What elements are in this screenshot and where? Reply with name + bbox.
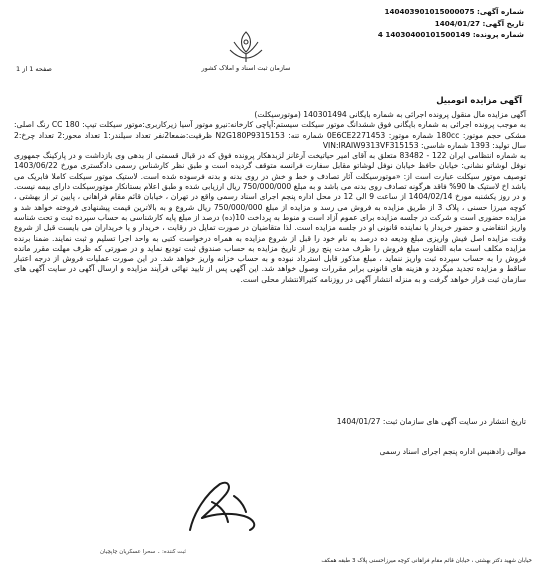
notice-date: تاریخ آگهی: 1404/01/27 xyxy=(434,18,524,28)
signature-caption: ثبت کننده: ۔ سحرا عسکریان چاپچیان xyxy=(100,549,186,555)
case-number: شماره پرونده: 14030400101500149 4 xyxy=(377,30,524,39)
signer-title: موالی زادهنیس اداره پنجم اجرای اسناد رسمی xyxy=(379,447,526,456)
registration-org-emblem xyxy=(200,28,292,86)
notice-number: شماره آگهی: 140403901015000075 xyxy=(384,7,524,16)
publish-date: تاریخ انتشار در سایت آگهی های سازمان ثبت: 1404/01/27 xyxy=(336,417,526,426)
org-name: سازمان ثبت اسناد و املاک کشور xyxy=(201,64,291,72)
page-number: صفحه 1 از 1 xyxy=(16,65,52,73)
body-paragraph-3: به شماره انتظامی ایران 122 - 83482 متعلق به آقای امیر حیاتیخت آرغانز لزبدهکار پرونده فوق که در قبال قسمتی از بدهی وی بازداشت و در پارکینگ جمهوری نوفل لوشاتو نشانی: خیابان حافظ خیابان نوفل لوشاتو مقابل سفارت فرانسه متوقف گردیده است و طبق نظر کارشناس رسمی دادگستری مورخ 1403/06/22 توصیف موتور سیکلت عبارت است از: «موتورسیکلت آثار تصادف و خط و خش در روی بدنه و بدنه فرسوده شده است. لاستیک موتور سیکلت کاملا فابریک می باشد اخ لاستیک ها 90% فاقد هرگونه تصادف روی بدنه می باشد و به مبلغ 750/000/000 ریال ارزیابی شده و طبق اعلام بستانکار موتورسیکلت دارای بیمه نیست. و در روز یکشنبه مورخ 1404/02/14 از ساعت 9 الی 12 در محل اداره پنجم اجرای اسناد رسمی واقع در تهران ، خیابان قائم مقام فراهانی ، پایین تر از بهشتی ، کوچه میرزا حسنی ، پلاک 3 از طریق مزایده به فروش می رسد و مزایده از مبلغ 750/000/000 ریال شروع و به بالاترین قیمت پیشنهادی فروخته خواهد شد و مزایده حضوری است و شرکت در جلسه مزایده برای عموم آزاد است و منوط به پرداخت 10(ده) درصد از مبلغ پایه کارشناسی به حساب سپرده ثبت و تحت شناسه واریز انتفاضی و حضور خریدار یا نماینده قانونی او در جلسه مزایده است. لذا متقاضیان در صورت تمایل در رقابت ، خریدار و یا خریداران می بایست قبل از شروع وقت مزایده اصل فیش واریزی مبلغ ودیعه ده درصد به نام خود را قبل از شروع مزایده به همراه درخواست کتبی به واحد اجرا تسلیم و ثبت نمایند. ضمنا برنده مزایده مکلف است مابه التفاوت مبلغ فروش را ظرف مدت پنج روز از تاریخ مزایده به حساب صندوق ثبت تودیع نماید و در صورتی که ظرف مهلت مقرر مانده فروش را به حساب سپرده ثبت واریز ننماید ، مبلغ مذکور قابل استرداد نبوده و به حساب خزانه واریز خواهد شد. در این صورت عملیات فروش از درجه اعتبار ساقط و مزایده تجدید میگردد و هزینه های قانونی برابر مقررات وصول خواهد شد. این آگهی پس از تایید نهائی فرآیند مزایده و ارسال آگهی در سایت آگهی های سازمان ثبت قرار خواهد گرفت و به منزله انتشار آگهی در روزنامه کثیرالانتشار محلی است. xyxy=(14,151,527,284)
notice-body xyxy=(14,110,526,285)
body-paragraph-1: آگهی مزایده مال منقول پرونده اجرائی به شماره بایگانی 140301494 (موتورسیکلت) xyxy=(254,110,526,119)
body-paragraph-2: به موجب پرونده اجرائی به شماره بایگانی فوق ششدانگ موتور سیکلت سیستم:آپاچی کارخانه:نیرو موتور آسیا زیرکاربری:موتور سیکلت تیپ: 180 CC رنگ اصلی: مشکی حجم موتور: 180cc شماره موتور: 0E6CE2271453 شماره تنه: N2G180P9315153 ظرفیت:ضمعا2نفر تعداد سیلندر:1 تعداد محور:2 تعداد چرخ:2 سال تولید: 1393 شماره شاسی: VIN:IRAIW9313VF315153 xyxy=(14,120,526,150)
handwritten-signature xyxy=(170,472,280,544)
notice-metadata xyxy=(264,6,524,41)
office-address: خیابان شهید دکتر بهشتی ، خیابان قائم مقام فراهانی کوچه میرزاحسنی پلاک 3 طبقه همکف xyxy=(321,558,532,564)
notice-title: آگهی مزایده اتومبیل xyxy=(436,96,522,106)
emblem-icon xyxy=(200,28,292,64)
